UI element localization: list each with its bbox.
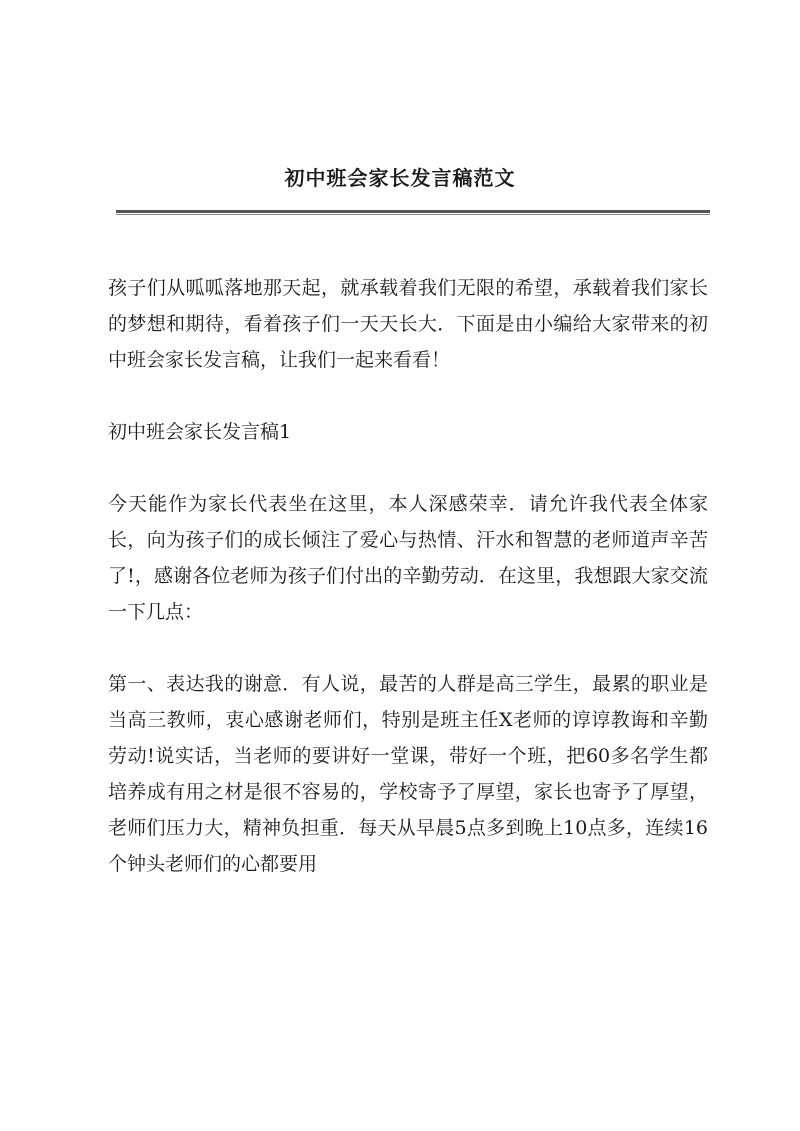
paragraph-1: 今天能作为家长代表坐在这里，本人深感荣幸．请允许我代表全体家长，向为孩子们的成长倾注了爱心与热情、汗水和智慧的老师道声辛苦了!，感谢各位老师为孩子们付出的辛勤劳动．在这里，我想跟大家交流一下几点： [108, 493, 708, 623]
title-divider [116, 210, 710, 215]
intro-paragraph: 孩子们从呱呱落地那天起，就承载着我们无限的希望，承载着我们家长的梦想和期待，看着孩子们一天天长大．下面是由小编给大家带来的初中班会家长发言稿，让我们一起来看看！ [108, 277, 708, 371]
section-heading: 初中班会家长发言稿1 [108, 421, 292, 443]
document-body [108, 270, 708, 918]
document-title: 初中班会家长发言稿范文 [284, 166, 516, 190]
paragraph-2: 第一、表达我的谢意．有人说，最苦的人群是高三学生，最累的职业是当高三教师，衷心感谢老师们，特别是班主任X老师的谆谆教诲和辛勤劳动!说实话，当老师的要讲好一堂课，带好一个班，把60多名学生都培养成有用之材是很不容易的，学校寄予了厚望，家长也寄予了厚望，老师们压力大，精神负担重．每天从早晨5点多到晚上10点多，连续16个钟头老师们的心都要用 [108, 673, 708, 875]
